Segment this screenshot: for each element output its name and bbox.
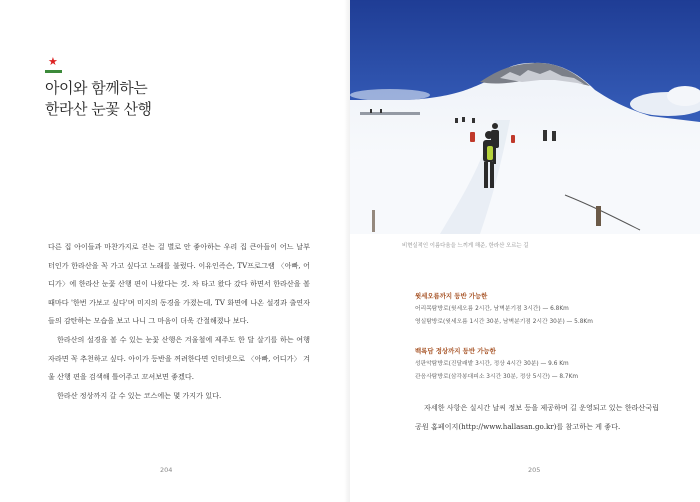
paragraph-3: 한라산 정상까지 갈 수 있는 코스에는 몇 가지가 있다. [57, 390, 222, 400]
route-line: 영실탐방로(윗세오름 1시간 30분, 남벽분기점 2시간 30분) — 5.8Km [415, 319, 593, 325]
route-line: 어리목탐방로(윗세오름 2시간, 남벽분기점 3시간) — 6.8Km [415, 306, 569, 312]
photo-caption: 비현실적인 이름다움을 느끼게 해준, 한라산 오르는 길 [402, 243, 529, 249]
chapter-title-line-1: 아이와 함께하는 [45, 79, 148, 97]
star-icon: ★ [48, 55, 58, 68]
chapter-title-line-2: 한라산 눈꽃 산행 [45, 100, 152, 118]
route-line: 성판악탐방로(진달래밭 3시간, 정상 4시간 30분) — 9.6 Km [415, 361, 569, 367]
right-page [350, 0, 700, 502]
page-number-left: 204 [160, 466, 173, 474]
route-line: 관음사탐방로(삼각봉대피소 3시간 30분, 정상 5시간) — 8.7Km [415, 374, 579, 380]
title-rule [45, 70, 62, 73]
section-summit-baengnokdam [415, 346, 578, 384]
paragraph-1: 다른 집 아이들과 마찬가지로 걷는 걸 별로 안 좋아하는 우리 집 큰아들이 어느 날부터인가 한라산을 꼭 가고 싶다고 노래를 불렀다. 이유인즉슨, TV프로그램 〈아빠, 어디가〉에 한라산 눈꽃 산행 편이 나왔다는 것. 차 타고 왔다 갔다 하면서 한라산을 볼 때마다 '한번 가보고 싶다'며 미지의 동경을 가졌는데, TV 화면에 나온 설경과 출연자들의 감탄하는 모습을 보고 나니 그 마음이 더욱 간절해졌나 보다. [48, 242, 310, 326]
page-number-right: 205 [528, 466, 541, 474]
paragraph-right: 자세한 사항은 실시간 날씨 정보 등을 제공하며 길 운영되고 있는 한라산국립공원 홈페이지(http://www.hallasan.go.kr)를 참고하는 게 좋다. [415, 403, 659, 431]
section-heading: 윗세오름까지 등반 가능한 [415, 292, 488, 300]
hallasan-snow-photo [350, 0, 700, 234]
body-text-right [415, 398, 665, 436]
section-summit-wiseoreum [415, 291, 593, 329]
body-text [48, 238, 310, 405]
section-heading: 백록담 정상까지 등반 가능한 [415, 347, 496, 355]
paragraph-2: 한라산의 설경을 볼 수 있는 눈꽃 산행은 겨울철에 제주도 한 달 살기를 하는 여행자라면 꼭 추천하고 싶다. 아이가 등반을 꺼려한다면 인터넷으로 〈아빠, 어디가〉 겨울 산행 편을 검색해 틀어주고 꼬셔보면 좋겠다. [48, 334, 310, 382]
chapter-title [45, 78, 151, 120]
